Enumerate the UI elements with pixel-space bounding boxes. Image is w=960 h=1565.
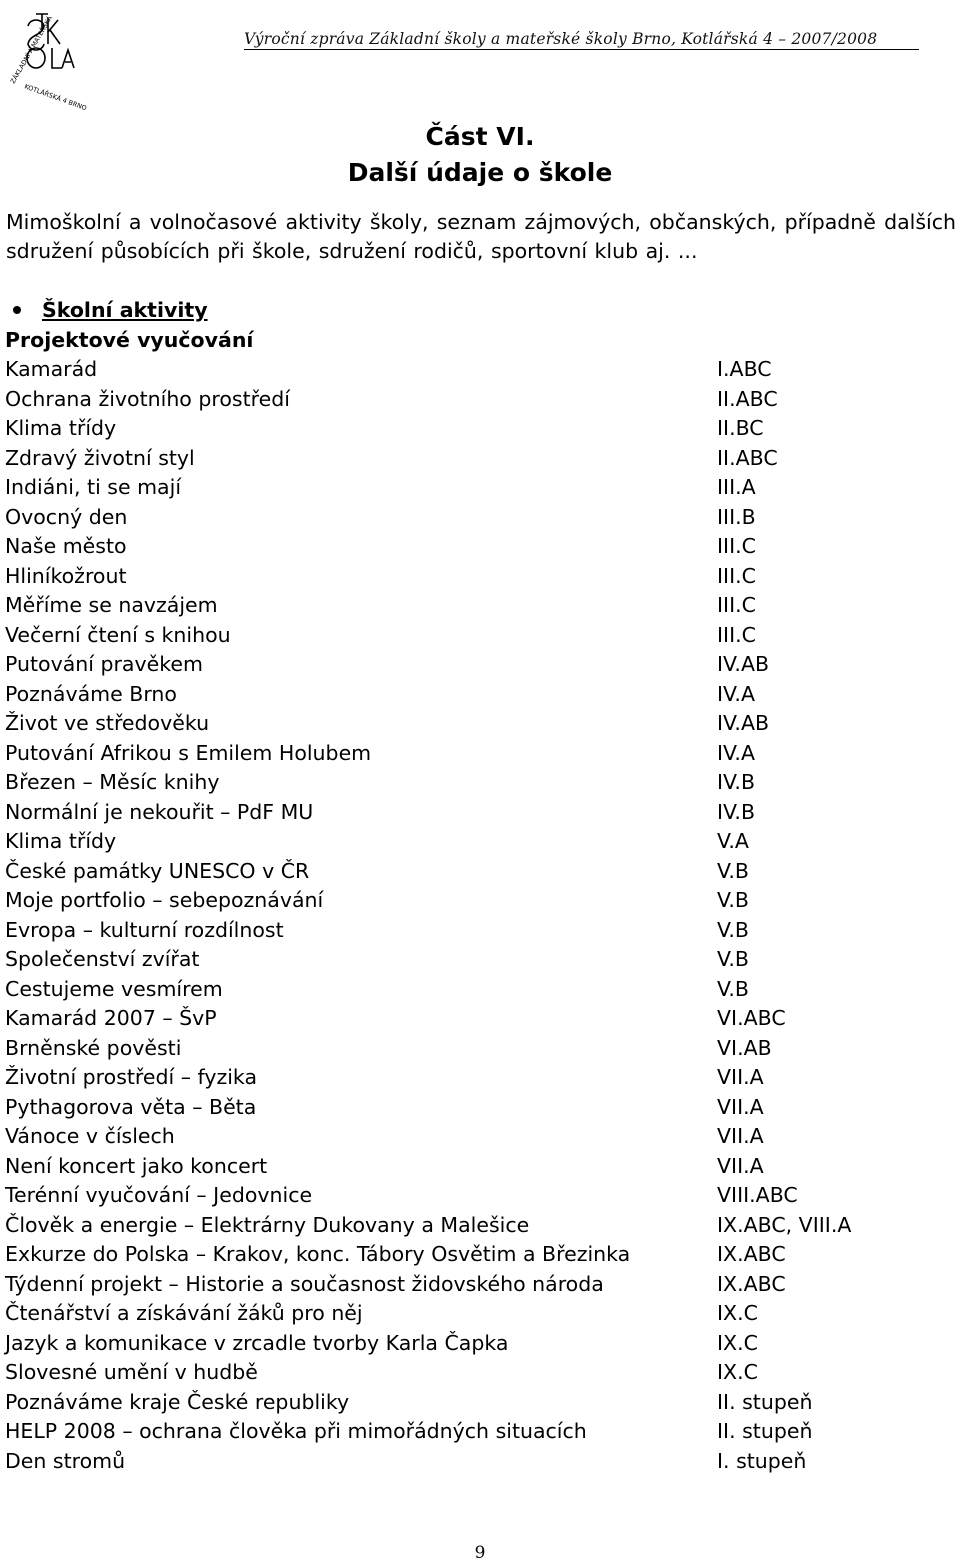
activity-name: Společenství zvířat <box>5 947 200 971</box>
activity-class: IV.A <box>717 681 755 706</box>
activity-name: Cestujeme vesmírem <box>5 976 223 1001</box>
list-item <box>0 1063 960 1093</box>
activity-class: V.B <box>717 858 749 883</box>
list-item <box>0 1417 960 1447</box>
activity-class: V.B <box>717 917 749 942</box>
list-item <box>0 798 960 828</box>
activity-class: V.B <box>717 888 749 912</box>
activity-name: Exkurze do Polska – Krakov, konc. Tábory Osvětim a Březinka <box>5 1242 631 1266</box>
activity-name: Slovesné umění v hudbě <box>5 1360 258 1384</box>
activity-name: Hliníkožrout <box>5 563 127 588</box>
activity-name: HELP 2008 – ochrana člověka při mimořádných situacích <box>5 1419 587 1443</box>
activity-name: Měříme se navzájem <box>5 593 218 617</box>
activity-class: III.C <box>717 563 756 588</box>
activity-name: Poznáváme Brno <box>5 681 177 706</box>
page-number: 9 <box>474 1543 486 1563</box>
list-item <box>0 827 960 857</box>
activity-class: IV.B <box>717 799 756 824</box>
activity-class: IV.A <box>717 740 755 765</box>
activity-name: Jazyk a komunikace v zrcadle tvorby Karla Čapka <box>5 1330 509 1355</box>
activity-name: Terénní vyučování – Jedovnice <box>5 1183 313 1207</box>
activity-name: Večerní čtení s knihou <box>5 622 231 647</box>
activity-class: IX.C <box>717 1360 758 1384</box>
list-item <box>0 1211 960 1241</box>
activity-class: VI.ABC <box>717 1006 786 1030</box>
activity-name: Ovocný den <box>5 504 128 529</box>
activity-name: Život ve středověku <box>5 711 210 735</box>
list-item <box>0 709 960 739</box>
list-item <box>0 621 960 651</box>
activity-name: Není koncert jako koncert <box>5 1153 268 1178</box>
activity-class: II.ABC <box>717 445 778 470</box>
part-title: Část VI. <box>425 122 535 151</box>
list-item <box>0 1034 960 1064</box>
list-item <box>0 975 960 1005</box>
activity-class: IX.C <box>717 1330 758 1355</box>
list-item <box>0 1240 960 1270</box>
activity-class: VII.A <box>717 1124 764 1148</box>
activity-name: Den stromů <box>5 1448 126 1473</box>
list-item <box>0 886 960 916</box>
activity-class: IX.C <box>717 1301 758 1325</box>
list-item <box>0 385 960 415</box>
activity-class: V.A <box>717 829 749 853</box>
activity-class: II. stupeň <box>717 1389 813 1414</box>
activity-name: Člověk a energie – Elektrárny Dukovany a Malešice <box>5 1212 530 1237</box>
activity-name: Moje portfolio – sebepoznávání <box>5 888 324 912</box>
activity-name: Březen – Měsíc knihy <box>5 770 220 794</box>
activity-class: III.C <box>717 593 756 617</box>
activity-class: VII.A <box>717 1153 764 1178</box>
activity-class: I.ABC <box>717 357 772 381</box>
list-item <box>0 1122 960 1152</box>
activity-name: Kamarád <box>5 357 98 381</box>
activities-list <box>0 355 960 1476</box>
header-title: Výroční zpráva Základní školy a mateřské školy Brno, Kotlářská 4 – 2007/2008 <box>244 30 878 48</box>
activity-name: Klima třídy <box>5 829 117 853</box>
list-item <box>0 562 960 592</box>
activity-class: III.C <box>717 622 756 647</box>
list-item <box>0 355 960 385</box>
activity-name: Ochrana životního prostředí <box>5 386 290 411</box>
list-item <box>0 473 960 503</box>
list-item <box>0 1388 960 1418</box>
list-item <box>0 739 960 769</box>
section-title: Další údaje o škole <box>347 158 613 187</box>
activity-class: V.B <box>717 976 749 1001</box>
activity-class: VII.A <box>717 1094 764 1119</box>
activity-name: Indiáni, ti se mají <box>5 475 182 499</box>
activity-class: I. stupeň <box>717 1448 807 1473</box>
list-item <box>0 1270 960 1300</box>
list-item <box>0 1299 960 1329</box>
activity-name: Brněnské pověsti <box>5 1035 182 1060</box>
activity-class: VIII.ABC <box>717 1183 798 1207</box>
activity-class: II.BC <box>717 416 764 440</box>
intro-paragraph: Mimoškolní a volnočasové aktivity školy, seznam zájmových, občanských, případně dalších sdružení působících při škole, sdružení rodičů, sportovní klub aj. ... <box>6 210 956 263</box>
activity-class: IV.AB <box>717 711 770 735</box>
list-item <box>0 1358 960 1388</box>
list-item <box>0 444 960 474</box>
list-item <box>0 916 960 946</box>
activity-class: II.ABC <box>717 386 778 411</box>
activity-class: IX.ABC <box>717 1271 786 1296</box>
list-item <box>0 1152 960 1182</box>
activity-name: Normální je nekouřit – PdF MU <box>5 799 314 824</box>
activity-class: III.A <box>717 475 756 499</box>
activity-class: IV.AB <box>717 652 770 676</box>
activity-class: IX.ABC <box>717 1242 786 1266</box>
activity-class: IX.ABC, VIII.A <box>717 1212 852 1237</box>
activity-class: III.B <box>717 504 756 529</box>
activity-class: VI.AB <box>717 1035 772 1060</box>
activity-name: Vánoce v číslech <box>5 1124 175 1148</box>
activity-name: Naše město <box>5 534 127 558</box>
activity-name: Evropa – kulturní rozdílnost <box>5 917 284 942</box>
activity-name: Týdenní projekt – Historie a současnost židovského národa <box>5 1271 604 1296</box>
header-rule <box>244 49 919 50</box>
activity-name: Zdravý životní styl <box>5 445 195 470</box>
list-item <box>0 1004 960 1034</box>
list-item <box>0 532 960 562</box>
activity-class: IV.B <box>717 770 756 794</box>
activity-name: Putování pravěkem <box>5 652 203 676</box>
activity-class: VII.A <box>717 1065 764 1089</box>
school-logo <box>6 6 88 113</box>
activity-name: Klima třídy <box>5 416 117 440</box>
activity-name: Poznáváme kraje České republiky <box>5 1389 350 1414</box>
list-item <box>0 503 960 533</box>
activity-name: České památky UNESCO v ČR <box>5 858 310 883</box>
list-item <box>0 650 960 680</box>
list-item <box>0 1181 960 1211</box>
activity-class: II. stupeň <box>717 1419 813 1443</box>
activity-name: Životní prostředí – fyzika <box>5 1065 258 1089</box>
activity-name: Čtenářství a získávání žáků pro něj <box>5 1301 363 1325</box>
list-item <box>0 945 960 975</box>
svg-text:KOTLÁŘSKÁ 4 BRNO: KOTLÁŘSKÁ 4 BRNO <box>23 82 88 113</box>
list-item <box>0 1093 960 1123</box>
list-item <box>0 680 960 710</box>
activity-name: Putování Afrikou s Emilem Holubem <box>5 740 372 765</box>
list-item <box>0 1329 960 1359</box>
list-item <box>0 1447 960 1477</box>
activity-class: V.B <box>717 947 749 971</box>
svg-text:ZÁKLADNÍ A MATEŘSKÁ: ZÁKLADNÍ A MATEŘSKÁ <box>8 14 55 85</box>
list-item <box>0 414 960 444</box>
activity-name: Kamarád 2007 – ŠvP <box>5 1006 217 1030</box>
list-heading: Školní aktivity <box>42 298 208 322</box>
subheading: Projektové vyučování <box>5 328 254 352</box>
bullet-icon <box>13 306 21 314</box>
activity-class: III.C <box>717 534 756 558</box>
list-item <box>0 591 960 621</box>
activity-name: Pythagorova věta – Běta <box>5 1094 257 1119</box>
list-item <box>0 857 960 887</box>
list-item <box>0 768 960 798</box>
